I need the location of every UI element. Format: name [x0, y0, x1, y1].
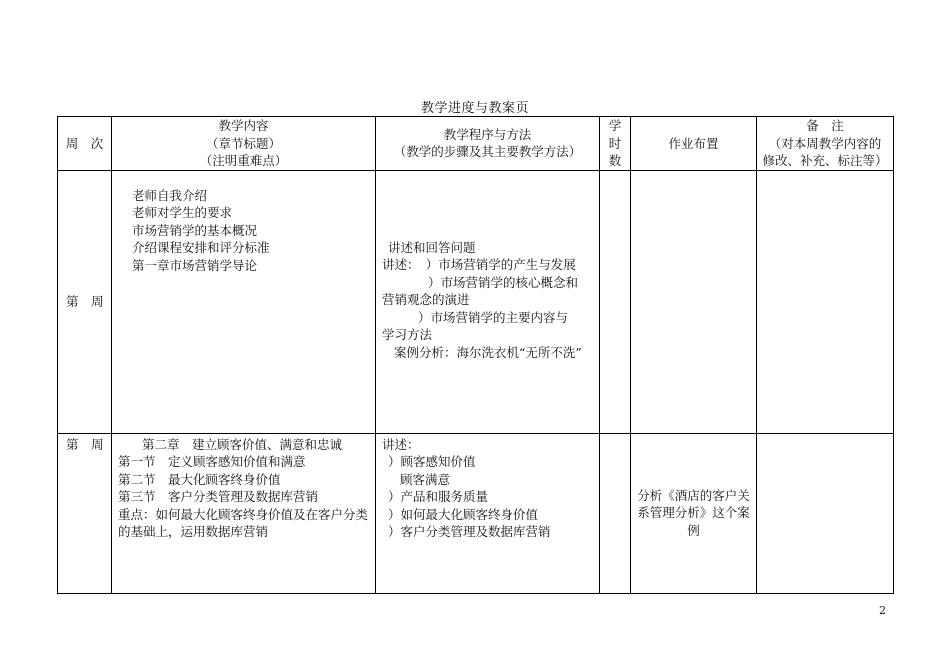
method-line: ）产品和服务质量 [388, 489, 489, 504]
method-line: 学习方法 [382, 327, 433, 342]
hours-cell [600, 170, 631, 433]
content-line: 第二章 建立顾客价值、满意和忠诚 [142, 436, 343, 452]
content-line: 老师自我介绍 [132, 187, 208, 203]
table-row [58, 170, 894, 433]
content-line: 第一章市场营销学导论 [132, 257, 258, 273]
header-notes-line: 备 注 [806, 118, 844, 133]
header-content-line: （章节标题） [205, 135, 281, 151]
notes-cell [757, 170, 894, 433]
content-line: 重点：如何最大化顾客终身价值及在客户分类的基础上，运用数据库营销 [118, 506, 369, 539]
header-hours-char: 时 [608, 135, 622, 151]
method-line: 顾客满意 [400, 471, 451, 487]
header-row [58, 117, 894, 171]
page-number: 2 [879, 604, 886, 617]
method-cell [376, 433, 600, 593]
content-line: 第一节 定义顾客感知价值和满意 [118, 454, 306, 469]
homework-cell [631, 433, 757, 593]
header-method-line: （教学的步骤及其主要教学方法） [393, 144, 582, 160]
content-line: 第二节 最大化顾客终身价值 [118, 471, 281, 487]
header-content [112, 117, 376, 171]
header-week: 周 次 [58, 117, 112, 171]
method-line: ）市场营销学的主要内容与 [418, 309, 569, 325]
header-method [376, 117, 600, 171]
header-content-line: 教学内容 [218, 118, 269, 133]
homework-cell [631, 170, 757, 433]
content-line: 市场营销学的基本概况 [132, 222, 258, 238]
header-hours-char: 学 [608, 118, 622, 133]
header-notes-line: （对本周教学内容的 [768, 135, 882, 151]
page-title: 教学进度与教案页 [420, 101, 529, 116]
header-homework: 作业布置 [631, 117, 757, 171]
table-row [58, 433, 894, 593]
method-line: 案例分析：海尔洗衣机“无所不洗” [394, 344, 582, 360]
method-line: 讲述： ）市场营销学的产生与发展 [382, 257, 576, 272]
content-cell [112, 170, 376, 433]
hours-cell [600, 433, 631, 593]
homework-text: 分析《酒店的客户关系管理分析》这个案例 [637, 487, 750, 538]
header-method-line: 教学程序与方法 [443, 126, 532, 142]
header-hours-char: 数 [608, 153, 622, 168]
header-content-line: （注明重难点） [199, 153, 288, 168]
method-line: ）市场营销学的核心概念和 [428, 274, 579, 290]
method-line: 讲述和回答问题 [388, 239, 476, 255]
header-hours [600, 117, 631, 171]
content-line: 老师对学生的要求 [132, 205, 233, 220]
header-notes-line: 修改、补充、标注等） [762, 153, 888, 168]
method-line: ）顾客感知价值 [388, 454, 476, 469]
method-line: 讲述： [382, 436, 420, 452]
header-notes [757, 117, 894, 171]
schedule-table [57, 116, 894, 594]
method-line: 营销观念的演进 [382, 292, 470, 307]
notes-cell [757, 433, 894, 593]
week-cell: 第 周 [58, 433, 112, 593]
content-cell [112, 433, 376, 593]
content-line: 第三节 客户分类管理及数据库营销 [118, 489, 319, 504]
week-cell: 第 周 [58, 170, 112, 433]
method-line: ）如何最大化顾客终身价值 [388, 506, 539, 522]
content-line: 介绍课程安排和评分标准 [132, 240, 270, 255]
method-line: ）客户分类管理及数据库营销 [388, 524, 551, 539]
method-cell [376, 170, 600, 433]
